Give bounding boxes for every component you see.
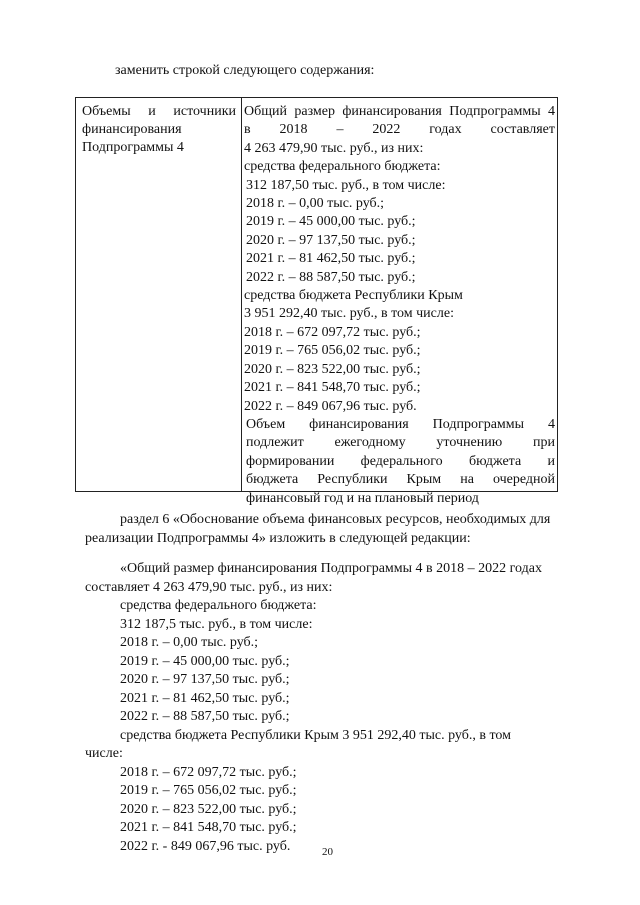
new-edition-text [85,560,580,856]
financing-table [75,97,558,506]
body-line: 2019 г. – 45 000,00 тыс. руб.; [120,653,290,669]
right-line: 2021 г. – 841 548,70 тыс. руб.; [244,380,421,396]
right-line: Объем финансирования Подпрограммы 4 [246,416,555,432]
right-line: 312 187,50 тыс. руб., в том числе: [246,177,446,193]
section6-line: реализации Подпрограммы 4» изложить в следующей редакции: [85,531,471,546]
section6-line: раздел 6 «Обоснование объема финансовых ресурсов, необходимых для [120,512,551,527]
right-line: Общий размер финансирования Подпрограммы 4 [244,104,555,119]
right-line: 2019 г. – 765 056,02 тыс. руб.; [244,343,421,359]
right-line: финансовый год и на плановый период [246,490,479,506]
left-line: финансирования [82,122,182,137]
right-line: подлежит ежегодному уточнению при [246,435,555,451]
body-line: «Общий размер финансирования Подпрограммы 4 в 2018 – 2022 годах [120,561,542,576]
body-line: 2019 г. – 765 056,02 тыс. руб.; [120,783,297,798]
body-line: 2020 г. – 823 522,00 тыс. руб.; [120,801,297,817]
body-line: 2018 г. – 672 097,72 тыс. руб.; [120,764,297,780]
body-line: 2022 г. - 849 067,96 тыс. руб. [120,838,291,854]
right-line: 3 951 292,40 тыс. руб., в том числе: [244,306,454,322]
right-line: в 2018 – 2022 годах составляет [244,122,555,138]
right-line: средства бюджета Республики Крым [244,288,463,304]
body-line: составляет 4 263 479,90 тыс. руб., из них: [85,579,333,595]
right-line: бюджета Республики Крым на очередной [246,472,555,488]
right-line: формировании федерального бюджета и [246,453,555,469]
page-number: 20 [322,846,333,858]
body-line: средства федерального бюджета: [120,598,317,613]
table-left-cell [82,103,236,157]
body-line: 2021 г. – 841 548,70 тыс. руб.; [120,820,297,835]
section6-paragraph [85,510,580,548]
table-right-cell [244,103,555,508]
right-line: 2018 г. – 0,00 тыс. руб.; [246,196,385,212]
right-line: 4 263 479,90 тыс. руб., из них: [244,140,424,156]
right-line: средства федерального бюджета: [244,159,441,175]
right-line: 2019 г. – 45 000,00 тыс. руб.; [246,214,416,230]
table-column-divider [241,98,242,491]
left-line: Подпрограммы 4 [82,140,184,155]
body-line: 2021 г. – 81 462,50 тыс. руб.; [120,690,290,706]
right-line: 2022 г. – 849 067,96 тыс. руб. [244,398,417,414]
body-line: 312 187,5 тыс. руб., в том числе: [120,616,313,632]
body-line: средства бюджета Республики Крым 3 951 292,40 тыс. руб., в том [120,727,512,743]
body-line: 2018 г. – 0,00 тыс. руб.; [120,635,259,650]
body-line: 2022 г. – 88 587,50 тыс. руб.; [120,709,290,724]
intro-text: заменить строкой следующего содержания: [115,63,375,78]
left-line: Объемы и источники [82,104,236,119]
body-line: числе: [85,746,123,761]
right-line: 2018 г. – 672 097,72 тыс. руб.; [244,324,421,340]
right-line: 2020 г. – 823 522,00 тыс. руб.; [244,361,421,377]
right-line: 2021 г. – 81 462,50 тыс. руб.; [246,251,416,267]
right-line: 2020 г. – 97 137,50 тыс. руб.; [246,232,416,248]
body-line: 2020 г. – 97 137,50 тыс. руб.; [120,672,290,687]
right-line: 2022 г. – 88 587,50 тыс. руб.; [246,269,416,285]
